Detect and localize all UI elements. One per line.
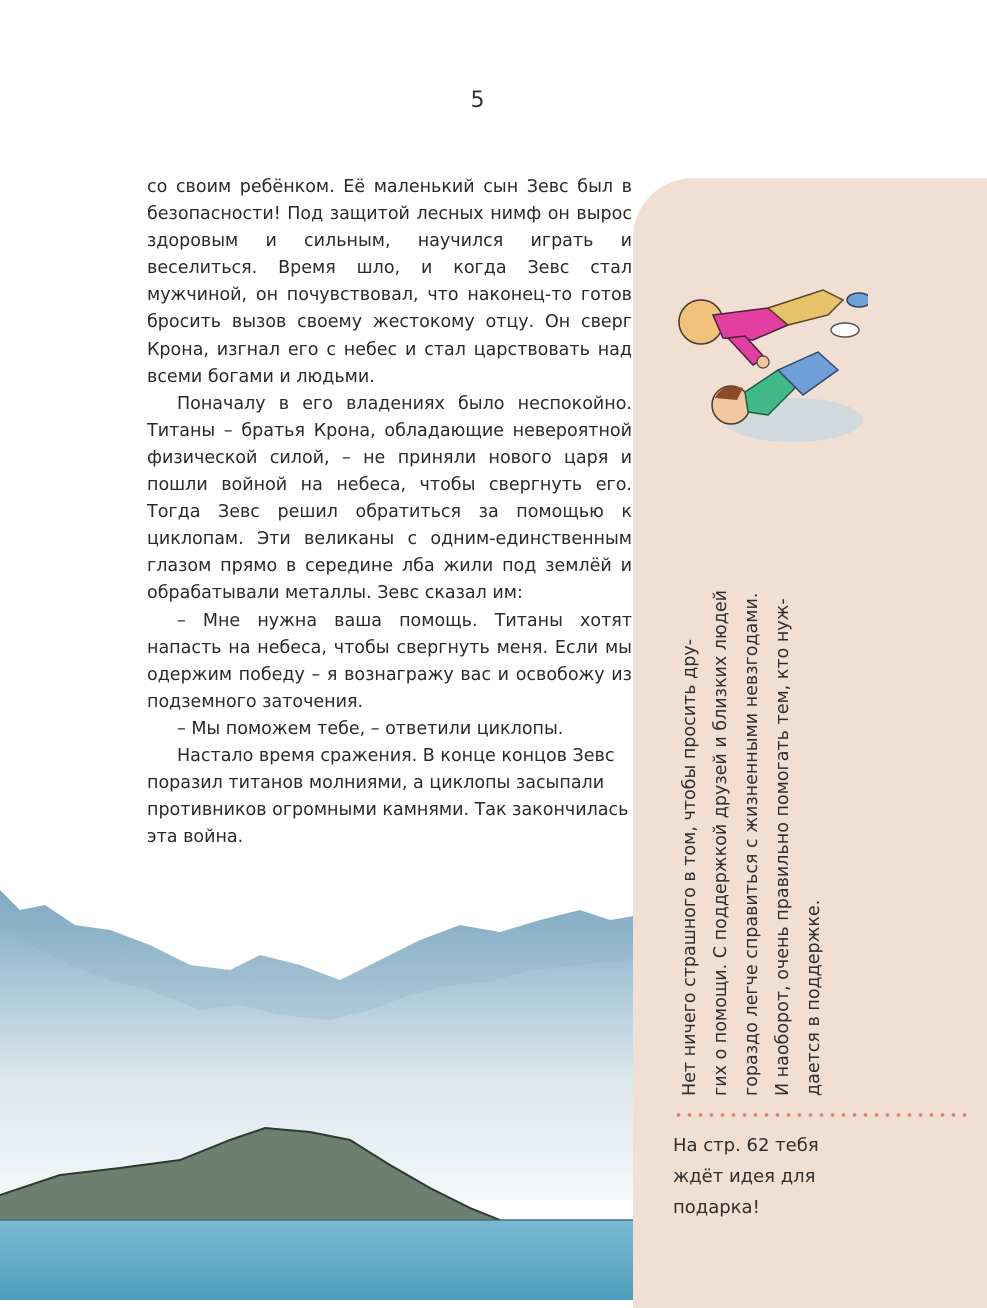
tip-line: И наоборот, очень правильно помогать тем, кто нуж- [773, 598, 793, 1096]
tip-line: гораздо легче справиться с жизненными невзгодами. [742, 592, 762, 1096]
dotted-divider [673, 1112, 973, 1118]
tip-sidebar [633, 178, 987, 1308]
promo-line: ждёт идея для [673, 1166, 816, 1187]
gift-idea-note [673, 1130, 973, 1223]
promo-line: подарка! [673, 1197, 760, 1218]
tip-line: гих о помощи. С поддержкой друзей и близких людей [711, 590, 731, 1096]
tip-line: Нет ничего страшного в том, чтобы просить дру- [680, 638, 700, 1096]
story-text [147, 174, 632, 851]
paragraph-1: со своим ребёнком. Её маленький сын Зевс был в безопасности! Под защитой лесных нимф он вырос здоровым и сильным, научился играть и веселиться. Время шло, и когда Зевс стал мужчиной, он почувствовал, что наконец-то готов бросить вызов своему жестокому отцу. Он сверг Крона, изгнал его с небес и стал царствовать над всеми богами и людьми. [147, 177, 632, 387]
page-number: 5 [470, 88, 485, 113]
paragraph-4: – Мы поможем тебе, – ответили циклопы. [177, 718, 564, 739]
tip-text-vertical [675, 498, 830, 1096]
promo-line: На стр. 62 тебя [673, 1135, 819, 1156]
paragraph-5: Настало время сражения. В конце концов Зевс поразил титанов молниями, а циклопы засыпали противников огромными камнями. Так закончилась эта война. [147, 745, 629, 848]
tip-line: дается в поддержке. [804, 899, 824, 1096]
paragraph-3: – Мне нужна ваша помощь. Титаны хотят напасть на небеса, чтобы свергнуть меня. Если мы одержим победу – я вознагражу вас и освобожу из подземного заточения. [147, 610, 632, 712]
kids-playing-illustration [653, 270, 868, 445]
mountain-sea-illustration [0, 870, 640, 1300]
paragraph-2: Поначалу в его владениях было неспокойно. Титаны – братья Крона, обладающие невероятной физической силой, – не приняли нового царя и пошли войной на небеса, чтобы свергнуть его. Тогда Зевс решил обратиться за помощью к циклопам. Эти великаны с одним-единственным глазом прямо в середине лба жили под землёй и обрабатывали металлы. Зевс сказал им: [147, 393, 632, 604]
sea [0, 1220, 640, 1300]
